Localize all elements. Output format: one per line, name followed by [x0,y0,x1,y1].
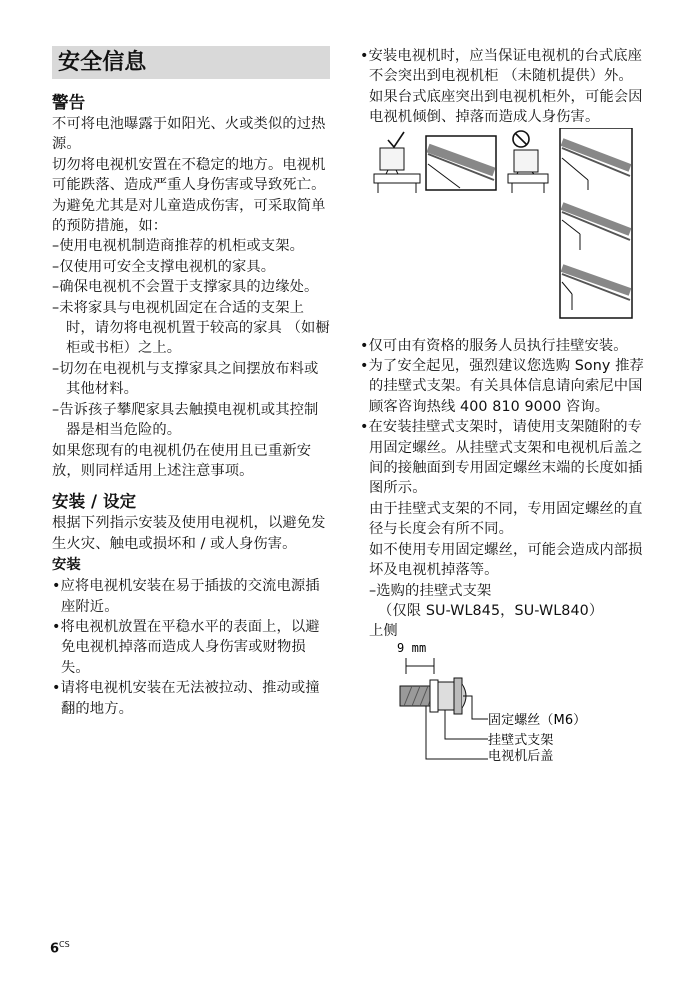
install-subheading: 安装 [52,557,81,574]
optional-side: 上侧 [369,623,398,640]
bullet-item: •在安装挂壁式支架时，请使用支架随附的专用固定螺丝。从挂壁式支架和电视机后盖之间的接触面到专用固定螺丝末端的长度如插图所示。 [360,419,643,497]
dash-item: –使用电视机制造商推荐的机柜或支架。 [52,238,304,255]
dash-item: –确保电视机不会置于支撑家具的边缘处。 [52,279,319,296]
dimension-label: 9 mm [397,641,427,655]
tv-on-cabinet-correct [374,148,420,193]
screw-diagram [360,642,645,762]
dimension-line [406,658,434,674]
left-column [52,46,330,719]
optional-models: （仅限 SU-WL845，SU-WL840） [378,602,604,619]
warning-heading: 警告 [52,93,86,112]
label-tv-rear-cover: 电视机后盖 [488,748,554,762]
bullet-item: •安装电视机时，应当保证电视机的台式底座不会突出到电视机柜 （未随机提供）外。如果台式底座突出到电视机柜外，可能会因电视机倾倒、掉落而造成人身伤害。 [360,48,643,126]
bullet-item: •请将电视机安装在无法被拉动、推动或撞翻的地方。 [52,680,320,717]
stand-detail-correct [426,136,496,190]
prohibited-icon [513,131,529,147]
screw-paragraph: 如不使用专用固定螺丝，可能会造成内部损坏及电视机掉落等。 [369,541,643,579]
page-number-value: 6 [50,941,60,957]
wall-bracket [430,680,454,712]
page-number-suffix: CS [59,940,70,949]
closing-paragraph: 如果您现有的电视机仍在使用且已重新安放，则同样适用上述注意事项。 [52,442,312,479]
dash-item: –告诉孩子攀爬家具去触摸电视机或其控制器是相当危险的。 [52,401,319,439]
optional-heading: –选购的挂壁式支架 [369,582,492,599]
bullet-item: •为了安全起见，强烈建议您选购 Sony 推荐的挂壁式支架。有关具体信息请向索尼中国顾客咨询热线 400 810 9000 咨询。 [360,358,644,415]
right-column [360,46,645,762]
stand-detail-incorrect [560,128,632,318]
install-heading: 安装 / 设定 [52,492,137,512]
warning-paragraph: 切勿将电视机安置在不稳定的地方。电视机可能跌落、造成严重人身伤害或导致死亡。为避免尤其是对儿童造成伤害，可采取简单的预防措施，如： [52,156,326,235]
dash-item: –仅使用可安全支撑电视机的家具。 [52,258,276,275]
dash-item: –未将家具与电视机固定在合适的支架上时，请勿将电视机置于较高的家具 （如橱柜或书柜）之上。 [52,299,330,357]
warning-paragraph: 不可将电池曝露于如阳光、火或类似的过热源。 [52,116,326,153]
screw-paragraph: 由于挂壁式支架的不同，专用固定螺丝的直径与长度会有所不同。 [369,500,643,538]
install-intro: 根据下列指示安装及使用电视机，以避免发生火灾、触电或损坏和 / 或人身伤害。 [52,515,326,552]
label-fixing-screw: 固定螺丝（M6） [488,712,587,728]
bullet-item: •将电视机放置在平稳水平的表面上，以避免电视机掉落而造成人身伤害或财物损失。 [52,618,320,676]
label-wall-bracket: 挂壁式支架 [488,732,554,748]
check-mark-icon [388,132,404,147]
bullet-item: •应将电视机安装在易于插拔的交流电源插座附近。 [52,578,320,615]
page-number [50,940,70,956]
section-title: 安全信息 [52,46,330,79]
tv-on-cabinet-incorrect [508,150,548,193]
tv-stand-illustration [360,128,645,328]
bullet-item: •仅可由有资格的服务人员执行挂壁安装。 [360,337,628,354]
dash-item: –切勿在电视机与支撑家具之间摆放布料或其他材料。 [52,360,319,398]
